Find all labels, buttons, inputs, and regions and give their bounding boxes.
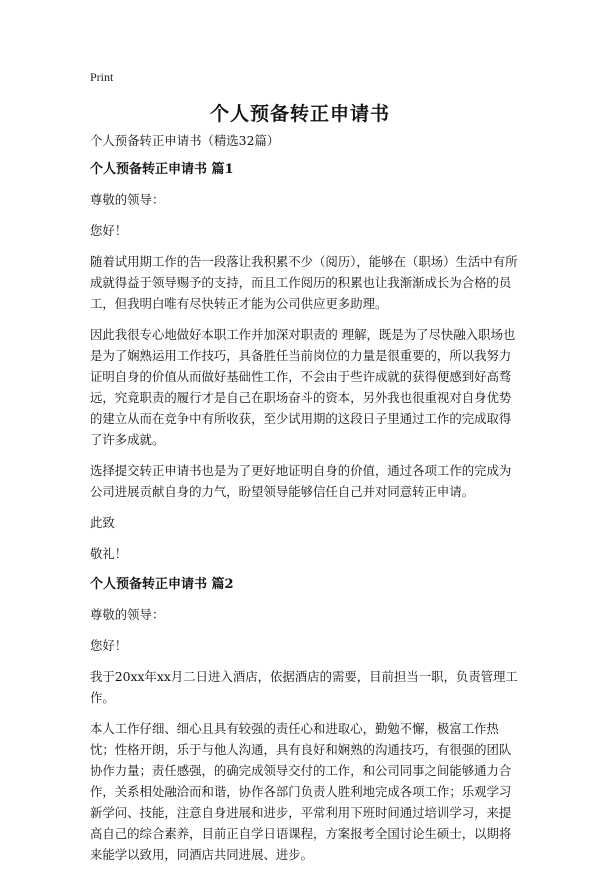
body-paragraph: 选择提交转正申请书也是为了更好地证明自身的价值，通过各项工作的完成为公司进展贡献自身的力气，盼望领导能够信任自己并对同意转正申请。	[90, 463, 512, 499]
body-paragraph: 我于20xx年xx月二日进入酒店，依据酒店的需要，目前担当一职，负责管理工作。	[90, 669, 518, 705]
document-subtitle: 个人预备转正申请书（精选32篇）	[90, 133, 280, 148]
document-body	[90, 130, 518, 875]
section-heading: 个人预备转正申请书 篇1	[90, 162, 234, 177]
closing-line: 此致	[90, 515, 115, 530]
print-link[interactable]: Print	[90, 70, 114, 84]
closing-line: 敬礼！	[90, 546, 128, 561]
body-paragraph: 随着试用期工作的告一段落让我积累不少（阅历），能够在（职场）生活中有所成就得益于领导赐予的支持，而且工作阅历的积累也让我渐渐成长为合格的员工，但我明白唯有尽快转正才能为公司供应更多助理。	[90, 254, 518, 311]
greeting: 您好！	[90, 223, 128, 238]
document-title: 个人预备转正申请书	[209, 103, 390, 125]
greeting: 您好！	[90, 638, 128, 653]
salutation: 尊敬的领导：	[90, 192, 165, 207]
salutation: 尊敬的领导：	[90, 607, 165, 622]
body-paragraph: 本人工作仔细、细心且具有较强的责任心和进取心，勤勉不懈，极富工作热忱；性格开朗，乐于与他人沟通，具有良好和娴熟的沟通技巧，有很强的团队协作力量；责任感强，的确完成领导交付的工作，和公司同事之间能够通力合作，关系相处融洽而和谐，协作各部门负责人胜利地完成各项工作；乐观学习新学问、技能，注意自身进展和进步，平常利用下班时间通过培训学习，来提高自己的综合素养，目前正自学日语课程，方案报考全国讨论生硕士，以期将来能学以致用，同酒店共同进展、进步。	[90, 721, 512, 862]
body-paragraph: 因此我很专心地做好本职工作并加深对职责的 理解，既是为了尽快融入职场也是为了娴熟运用工作技巧，具备胜任当前岗位的力量是很重要的，所以我努力证明自身的价值从而做好基础性工作，不会由于些许成就的获得便感到好高骛远，究竟职责的履行才是自己在职场奋斗的资本，另外我也很重视对自身优势的建立从而在竞争中有所收获，至少试用期的这段日子里通过工作的完成取得了许多成就。	[90, 327, 516, 447]
section-heading: 个人预备转正申请书 篇2	[90, 577, 234, 592]
